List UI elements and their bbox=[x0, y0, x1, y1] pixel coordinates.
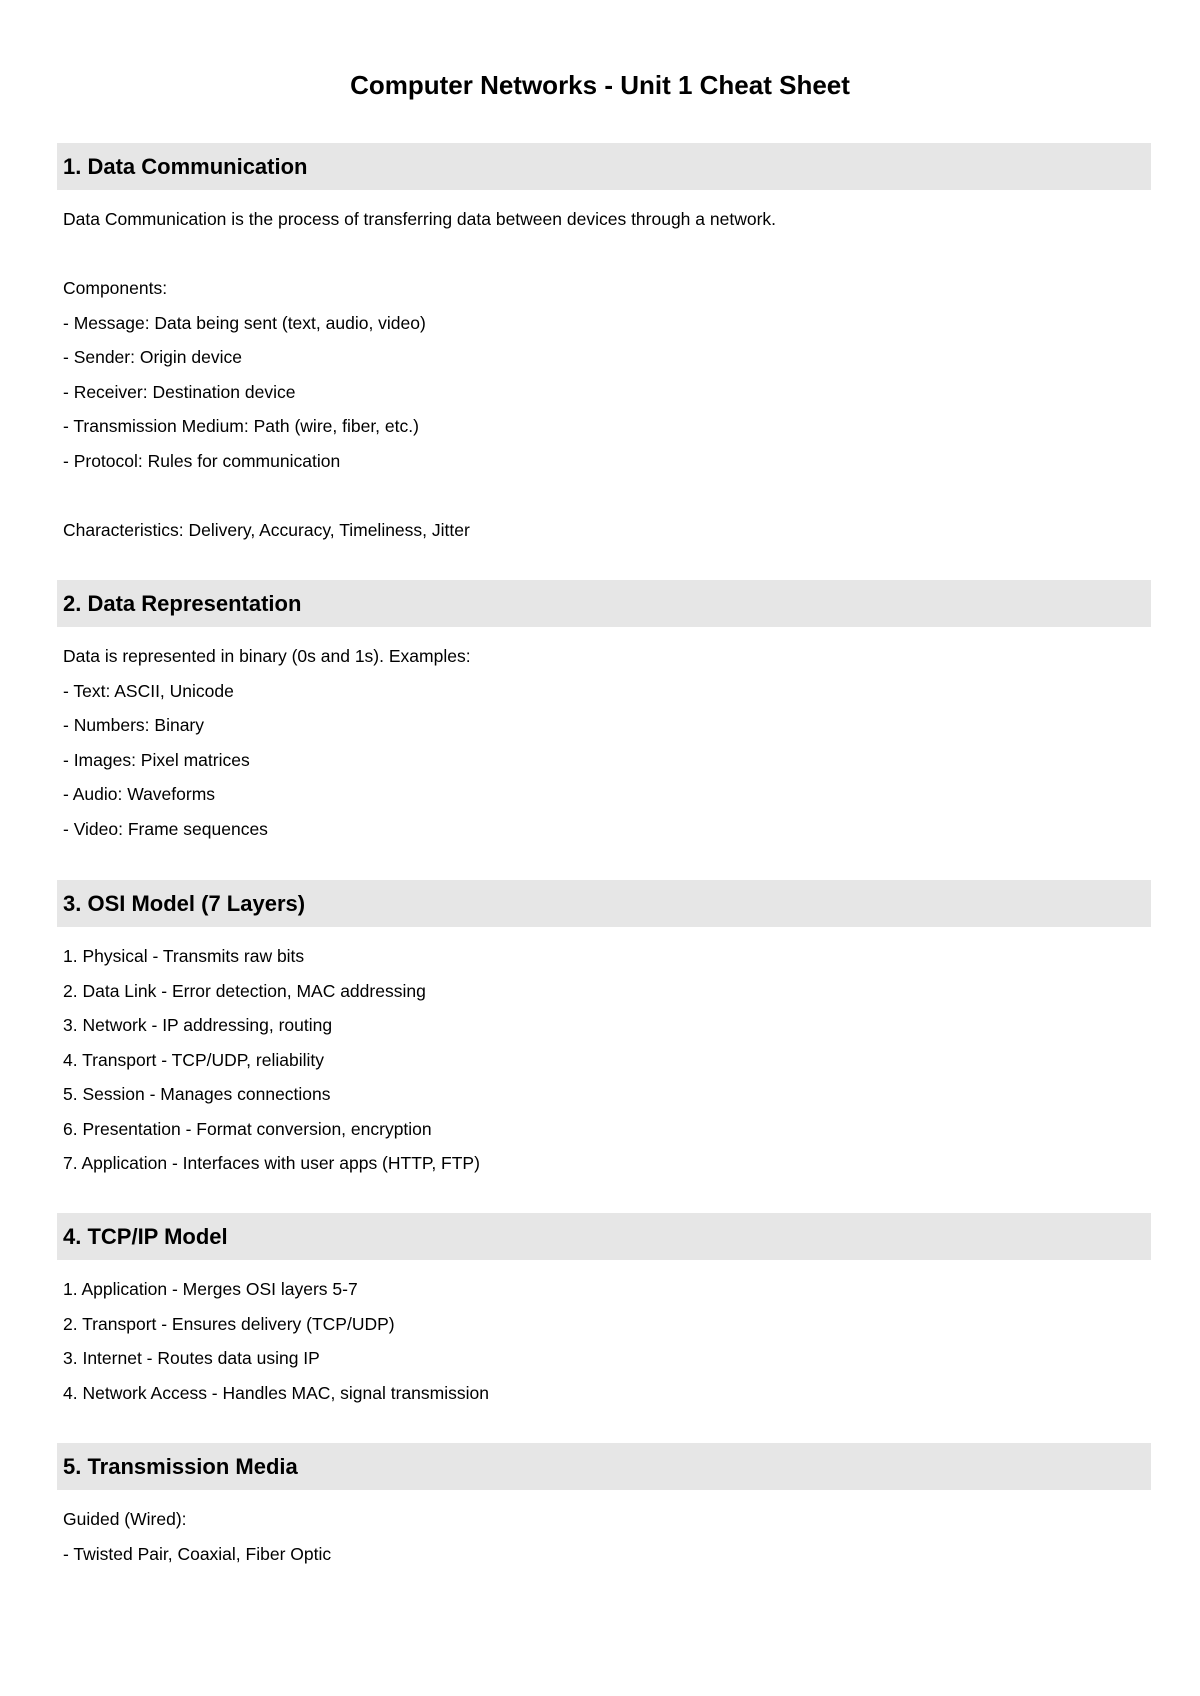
list-item: 4. Transport - TCP/UDP, reliability bbox=[63, 1049, 324, 1070]
list-item: 3. Network - IP addressing, routing bbox=[63, 1015, 333, 1035]
list-label: Components: bbox=[63, 278, 168, 298]
section-osi-model bbox=[57, 880, 1151, 1181]
list-item: - Video: Frame sequences bbox=[63, 818, 268, 839]
list-item: - Transmission Medium: Path (wire, fiber, etc.) bbox=[63, 416, 419, 436]
list-item: 4. Network Access - Handles MAC, signal transmission bbox=[63, 1382, 489, 1403]
list-item: - Protocol: Rules for communication bbox=[63, 450, 341, 471]
list-item: 1. Application - Merges OSI layers 5-7 bbox=[63, 1279, 358, 1299]
paragraph: Data Communication is the process of transferring data between devices through a network. bbox=[63, 209, 777, 229]
section-body bbox=[57, 190, 1151, 547]
list-item: - Numbers: Binary bbox=[63, 715, 205, 735]
list-item: 2. Transport - Ensures delivery (TCP/UDP) bbox=[63, 1313, 395, 1334]
document-title: Computer Networks - Unit 1 Cheat Sheet bbox=[350, 70, 850, 100]
section-heading: 2. Data Representation bbox=[57, 580, 1151, 627]
section-tcp-ip-model bbox=[57, 1213, 1151, 1410]
section-transmission-media bbox=[57, 1443, 1151, 1571]
section-body bbox=[57, 1490, 1151, 1571]
list-item: 2. Data Link - Error detection, MAC addressing bbox=[63, 980, 426, 1001]
spacer bbox=[63, 478, 1151, 513]
section-body bbox=[57, 1260, 1151, 1410]
list-item: - Audio: Waveforms bbox=[63, 784, 216, 804]
section-data-representation bbox=[57, 580, 1151, 846]
list-item: 1. Physical - Transmits raw bits bbox=[63, 946, 305, 966]
list-item: - Sender: Origin device bbox=[63, 347, 242, 367]
list-item: - Receiver: Destination device bbox=[63, 381, 296, 402]
spacer bbox=[63, 237, 1151, 272]
list-item: - Twisted Pair, Coaxial, Fiber Optic bbox=[63, 1543, 332, 1564]
list-label: Guided (Wired): bbox=[63, 1509, 187, 1529]
list-item: 3. Internet - Routes data using IP bbox=[63, 1348, 320, 1368]
section-heading: 4. TCP/IP Model bbox=[57, 1213, 1151, 1260]
paragraph: Characteristics: Delivery, Accuracy, Timeliness, Jitter bbox=[63, 519, 470, 540]
list-item: - Text: ASCII, Unicode bbox=[63, 680, 234, 701]
section-heading: 5. Transmission Media bbox=[57, 1443, 1151, 1490]
section-data-communication bbox=[57, 143, 1151, 547]
list-item: 6. Presentation - Format conversion, encryption bbox=[63, 1118, 432, 1139]
section-heading: 1. Data Communication bbox=[57, 143, 1151, 190]
list-item: - Images: Pixel matrices bbox=[63, 749, 250, 770]
section-body bbox=[57, 927, 1151, 1181]
list-item: 7. Application - Interfaces with user apps (HTTP, FTP) bbox=[63, 1153, 480, 1173]
list-item: - Message: Data being sent (text, audio, video) bbox=[63, 312, 426, 333]
paragraph: Data is represented in binary (0s and 1s). Examples: bbox=[63, 646, 471, 666]
section-heading: 3. OSI Model (7 Layers) bbox=[57, 880, 1151, 927]
list-item: 5. Session - Manages connections bbox=[63, 1084, 331, 1104]
section-body bbox=[57, 627, 1151, 846]
